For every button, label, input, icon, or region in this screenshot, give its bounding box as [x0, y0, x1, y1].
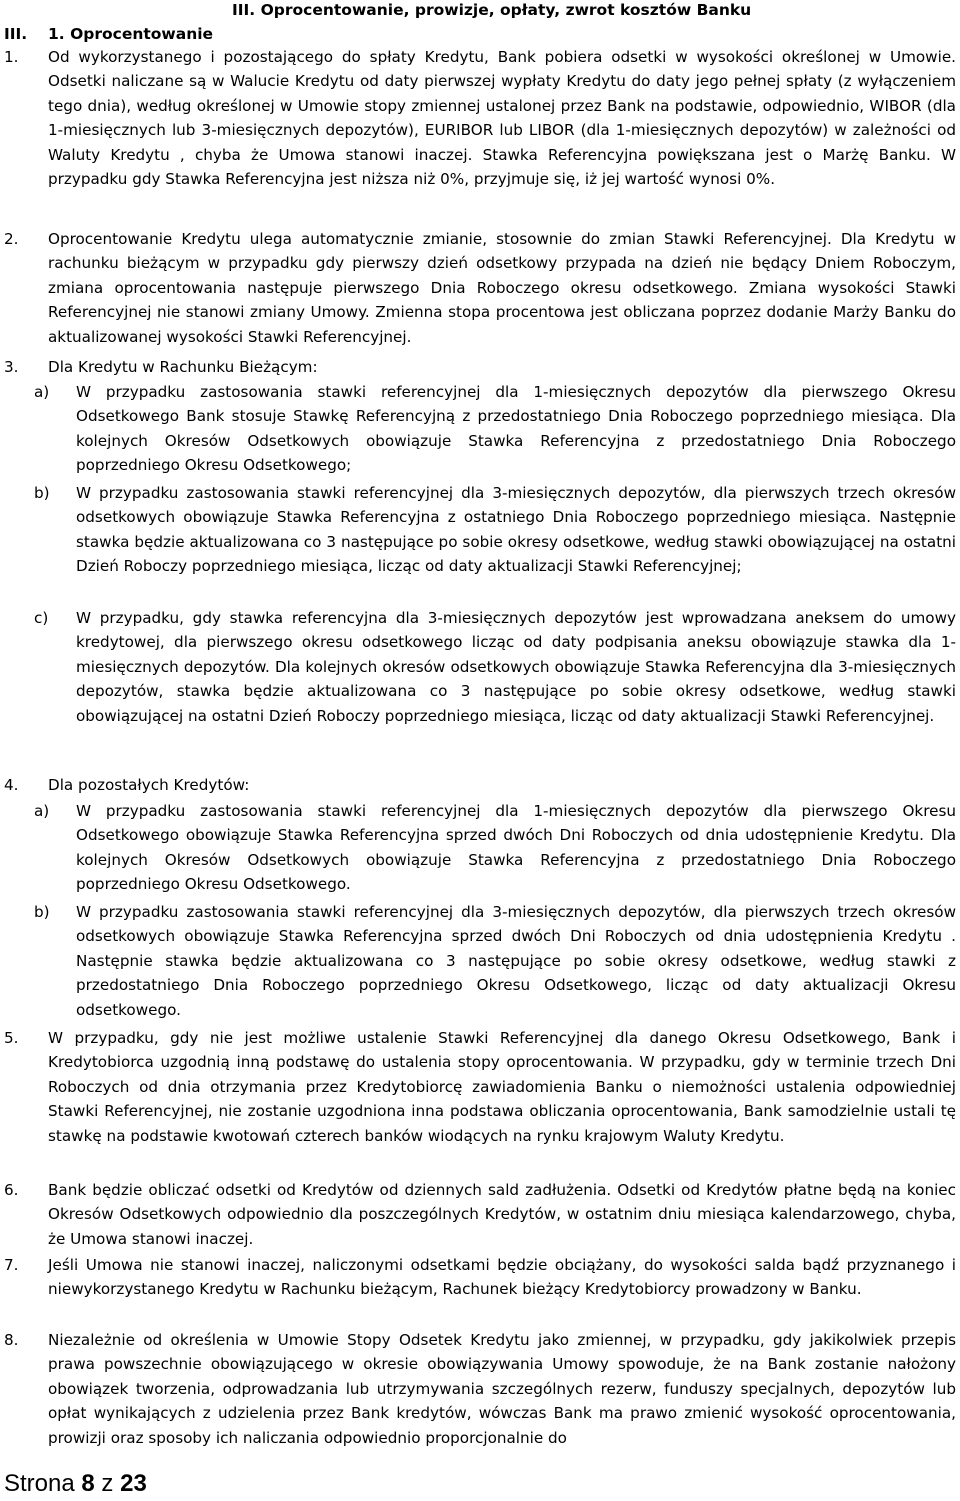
paragraph-3-title: Dla Kredytu w Rachunku Bieżącym:	[48, 358, 318, 376]
page-number: 8	[81, 1470, 95, 1497]
paragraph-number-5: 5.	[4, 1029, 19, 1047]
section-title: III. Oprocentowanie, prowizje, opłaty, zwrot kosztów Banku	[232, 1, 752, 19]
paragraph-number-2: 2.	[4, 230, 19, 248]
item-3c: W przypadku, gdy stawka referencyjna dla 3-miesięcznych depozytów jest wprowadzana aneksem do umowy kredytowej, dla pierwszego okresu odsetkowego licząc od daty podpisania aneksu obowiązuje stawka dla 1-miesięcznych depozytów. Dla kolejnych okresów odsetkowych obowiązuje Stawka Referencyjna dla 3-miesięcznych depozytów, stawka będzie aktualizowana co 3 następujące po sobie okresy odsetkowe, według stawki obowiązującej na ostatni Dzień Roboczy poprzedniego miesiąca, licząc od daty aktualizacji Stawki Referencyjnej.	[76, 609, 956, 725]
page-footer	[4, 1470, 147, 1498]
paragraph-4-title: Dla pozostałych Kredytów:	[48, 776, 250, 794]
paragraph-7: Jeśli Umowa nie stanowi inaczej, naliczonymi odsetkami będzie obciążany, do wysokości salda bądź przyznanego i niewykorzystanego Kredytu w Rachunku bieżącym, Rachunek bieżący Kredytobiorcy prowadzony w Banku.	[48, 1256, 956, 1299]
item-3c-label: c)	[34, 609, 49, 627]
page-label: Strona	[4, 1470, 75, 1497]
subsection-title: 1. Oprocentowanie	[48, 25, 214, 43]
item-3a: W przypadku zastosowania stawki referencyjnej dla 1-miesięcznych depozytów dla pierwszego Okresu Odsetkowego Bank stosuje Stawkę Referencyjną z przedostatniego Dnia Roboczego poprzedniego miesiąca. Dla kolejnych Okresów Odsetkowych obowiązuje Stawka Referencyjna z przedostatniego Dnia Roboczego poprzedniego Okresu Odsetkowego;	[76, 383, 956, 475]
section-roman: III.	[4, 25, 28, 43]
item-4b-label: b)	[34, 903, 50, 921]
paragraph-number-1: 1.	[4, 48, 19, 66]
paragraph-6: Bank będzie obliczać odsetki od Kredytów od dziennych sald zadłużenia. Odsetki od Kredytów płatne będą na koniec Okresów Odsetkowych odpowiednio dla poszczególnych Kredytów, w ostatnim dniu miesiąca kalendarzowego, chyba, że Umowa stanowi inaczej.	[48, 1181, 956, 1248]
page-separator: z	[101, 1470, 114, 1497]
paragraph-number-3: 3.	[4, 358, 19, 376]
paragraph-number-6: 6.	[4, 1181, 19, 1199]
item-3b: W przypadku zastosowania stawki referencyjnej dla 3-miesięcznych depozytów, dla pierwszych trzech okresów odsetkowych obowiązuje Stawka Referencyjna z ostatniego Dnia Roboczego poprzedniego miesiąca. Następnie stawka będzie aktualizowana co 3 następujące po sobie okresy odsetkowe, według stawki obowiązującej na ostatni Dzień Roboczy poprzedniego miesiąca, licząc od daty aktualizacji Stawki Referencyjnej;	[76, 484, 956, 576]
paragraph-8: Niezależnie od określenia w Umowie Stopy Odsetek Kredytu jako zmiennej, w przypadku, gdy jakikolwiek przepis prawa powszechnie obowiązującego w okresie obowiązywania Umowy spowoduje, że na Bank zostanie nałożony obowiązek tworzenia, odprowadzania lub utrzymywania szczególnych rezerw, funduszy specjalnych, depozytów lub opłat wynikających z udzielenia przez Bank kredytów, wówczas Bank ma prawo zmienić wysokość oprocentowania, prowizji oraz sposoby ich naliczania odpowiednio proporcjonalnie do	[48, 1331, 956, 1447]
paragraph-number-7: 7.	[4, 1256, 19, 1274]
item-3a-label: a)	[34, 383, 50, 401]
paragraph-2: Oprocentowanie Kredytu ulega automatycznie zmianie, stosownie do zmian Stawki Referencyjnej. Dla Kredytu w rachunku bieżącym w przypadku gdy pierwszy dzień odsetkowy przypada na dzień nie będący Dniem Roboczym, zmiana oprocentowania następuje pierwszego Dnia Roboczego okresu odsetkowego. Zmiana wysokości Stawki Referencyjnej nie stanowi zmiany Umowy. Zmienna stopa procentowa jest obliczana poprzez dodanie Marży Banku do aktualizowanej wysokości Stawki Referencyjnej.	[48, 230, 956, 346]
page-total: 23	[120, 1470, 147, 1497]
paragraph-1: Od wykorzystanego i pozostającego do spłaty Kredytu, Bank pobiera odsetki w wysokości określonej w Umowie. Odsetki naliczane są w Walucie Kredytu od daty pierwszej wypłaty Kredytu do daty jego pełnej spłaty (z wyłączeniem tego dnia), według określonej w Umowie stopy zmiennej ustalonej przez Bank na podstawie, odpowiednio, WIBOR (dla 1-miesięcznych lub 3-miesięcznych depozytów), EURIBOR lub LIBOR (dla 1-miesięcznych depozytów) w zależności od Waluty Kredytu , chyba że Umowa stanowi inaczej. Stawka Referencyjna powiększana jest o Marżę Banku. W przypadku gdy Stawka Referencyjna jest niższa niż 0%, przyjmuje się, iż jej wartość wynosi 0%.	[48, 48, 956, 189]
item-4a-label: a)	[34, 802, 50, 820]
item-3b-label: b)	[34, 484, 50, 502]
item-4a: W przypadku zastosowania stawki referencyjnej dla 1-miesięcznych depozytów dla pierwszego Okresu Odsetkowego obowiązuje Stawka Referencyjna sprzed dwóch Dni Roboczych od dnia udostępnienie Kredytu. Dla kolejnych Okresów Odsetkowych obowiązuje Stawka Referencyjna z przedostatniego Dnia Roboczego poprzedniego Okresu Odsetkowego.	[76, 802, 956, 894]
paragraph-5: W przypadku, gdy nie jest możliwe ustalenie Stawki Referencyjnej dla danego Okresu Odsetkowego, Bank i Kredytobiorca uzgodnią inną podstawę do ustalenia stopy oprocentowania. W przypadku, gdy w terminie trzech Dni Roboczych od dnia otrzymania przez Kredytobiorcę zawiadomienia Banku o niemożności ustalenia odpowiedniej Stawki Referencyjnej, nie zostanie uzgodniona inna podstawa obliczania oprocentowania, Bank samodzielnie ustali tę stawkę na podstawie kwotowań czterech banków wiodących na rynku krajowym Waluty Kredytu.	[48, 1029, 956, 1145]
item-4b: W przypadku zastosowania stawki referencyjnej dla 3-miesięcznych depozytów, dla pierwszych trzech okresów odsetkowych obowiązuje Stawka Referencyjna sprzed dwóch Dni Roboczych od dnia udostępnienia Kredytu . Następnie stawka będzie aktualizowana co 3 następujące po sobie okresy odsetkowe, według stawki z przedostatniego Dnia Roboczego poprzedniego Okresu Odsetkowego, licząc od daty aktualizacji Okresu odsetkowego.	[76, 903, 956, 1019]
paragraph-number-4: 4.	[4, 776, 19, 794]
paragraph-number-8: 8.	[4, 1331, 19, 1349]
